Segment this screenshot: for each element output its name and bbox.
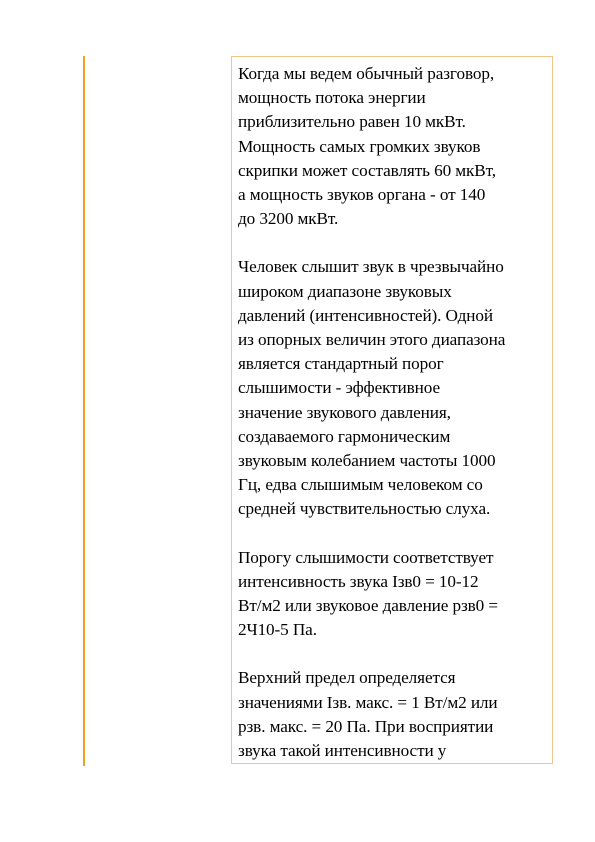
- text-line: Гц, едва слышимым человеком со: [238, 475, 483, 495]
- text-line: значениями Iзв. макс. = 1 Вт/м2 или: [238, 692, 498, 712]
- text-line: Верхний предел определяется: [238, 668, 456, 688]
- text-line: широком диапазоне звуковых: [238, 281, 452, 301]
- text-line: Вт/м2 или звуковое давление pзв0 =: [238, 596, 498, 616]
- text-line: Порогу слышимости соответствует: [238, 547, 494, 567]
- text-line: мощность потока энергии: [238, 88, 426, 108]
- text-line: а мощность звуков органа - от 140: [238, 185, 486, 205]
- text-line: Когда мы ведем обычный разговор,: [238, 64, 495, 83]
- text-line: создаваемого гармоническим: [238, 426, 451, 446]
- text-line: слышимости - эффективное: [238, 378, 440, 398]
- text-line: звука такой интенсивности у: [238, 741, 447, 761]
- text-line: приблизительно равен 10 мкВт.: [238, 112, 466, 132]
- text-line: pзв. макс. = 20 Па. При восприятии: [238, 716, 494, 736]
- text-line: скрипки может составлять 60 мкВт,: [238, 160, 496, 180]
- text-line: средней чувствительностью слуха.: [238, 499, 491, 519]
- text-line: Человек слышит звук в чрезвычайно: [238, 257, 504, 277]
- paragraph: [238, 666, 546, 763]
- paragraph: [238, 255, 546, 521]
- text-box: [231, 56, 553, 764]
- text-line: 2Ч10-5 Па.: [238, 620, 317, 640]
- text-line: из опорных величин этого диапазона: [238, 330, 506, 350]
- text-line: звуковым колебанием частоты 1000: [238, 451, 496, 471]
- margin-rule: [83, 56, 85, 766]
- paragraph: [238, 546, 546, 643]
- text-line: Мощность самых громких звуков: [238, 136, 481, 156]
- text-line: до 3200 мкВт.: [238, 209, 339, 229]
- text-line: является стандартный порог: [238, 354, 444, 374]
- text-line: интенсивность звука Iзв0 = 10-12: [238, 571, 479, 591]
- paragraph: [238, 62, 546, 231]
- text-line: значение звукового давления,: [238, 402, 451, 422]
- text-line: давлений (интенсивностей). Одной: [238, 305, 493, 325]
